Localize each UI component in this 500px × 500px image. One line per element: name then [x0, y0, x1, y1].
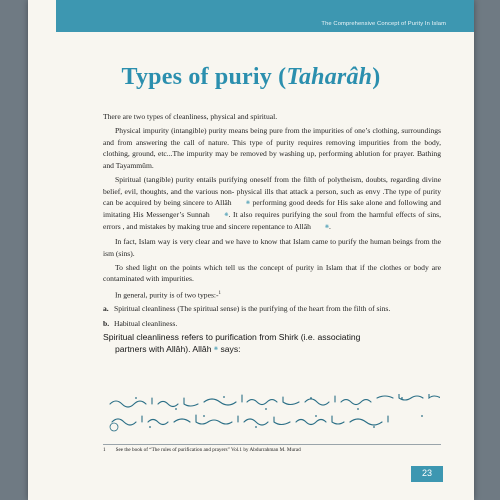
footnote-number: 1 [103, 447, 106, 453]
honorific-glyph-icon: ❋ [224, 212, 229, 218]
honorific-glyph-icon: ❋ [245, 200, 251, 206]
honorific-glyph-icon: ❋ [324, 224, 330, 230]
shirk-says: says: [220, 343, 241, 354]
paragraph-islam-way: In fact, Islam way is very clear and we have to know that Islam came to purify the human beings from the ism (sins). [103, 237, 441, 258]
paragraph-general-text: In general, purity is of two types:- [115, 290, 219, 300]
footnote-marker: 1 [218, 290, 222, 296]
paragraph-spiritual-part1: Spiritual (tangible) purity entails purifying oneself from the filth of polytheism, doubts, regarding divine belief, evil, thoughts, and the various non- physical ills that attack a person, such as envy .The type of purity can be acquired by being sincere to Allâh [103, 175, 441, 208]
paragraph-shed-light: To shed light on the points which tell us the concept of purity in Islam that if the clothes or body are contaminated with impurities. [103, 262, 441, 284]
paragraph-intro: There are two types of cleanliness, physical and spiritual. [103, 112, 278, 121]
shirk-line-2-text: partners with Allâh). Allâh [115, 343, 212, 354]
list-item-a [103, 303, 441, 315]
shirk-line-1: Spiritual cleanliness refers to purification from Shirk (i.e. associating [103, 331, 361, 342]
paragraph-spiritual-part3: . It also requires purifying the soul from the harmful effects of sins, errors , and mistakes by making true and sincere repentance to Allâh [103, 210, 441, 232]
title-main: Types of puriy ( [121, 64, 287, 90]
footnote-text: See the book of “The rules of purification and prayers” Vol.1 by Abdurrahman M. Murad [115, 447, 301, 453]
list-text: Spiritual cleanliness (The spiritual sense) is the purifying of the heart from the filth of sins. [114, 304, 391, 314]
list-marker: b. [103, 318, 110, 328]
page-number: 23 [421, 468, 432, 478]
paragraph-physical: Physical impurity (intangible) purity means being pure from the impurities of one’s clothing, surroundings and from answering the call of nature. This type of purity requires removing impurities from the body, clothing, ground, etc...The impurity may be removed by washing up, performing ablution for prayer. Bathing and Tayammûm. [103, 126, 441, 170]
body-text [103, 111, 441, 356]
page-title [28, 64, 474, 91]
list-text: Habitual cleanliness. [114, 318, 178, 328]
paragraph-general [103, 288, 441, 301]
quran-verse-image [106, 394, 440, 434]
list-item-b [103, 318, 441, 330]
paragraph-spiritual-part2: performing good deeds for His sake alone and following and imitating His Messenger’s Sunnah [103, 198, 441, 220]
arabic-calligraphy-icon [106, 394, 440, 434]
running-head: The Comprehensive Concept of Purity In Islam [321, 21, 446, 27]
list-marker: a. [103, 304, 109, 314]
shirk-paragraph [103, 332, 441, 356]
title-italic: Taharâh [286, 64, 373, 90]
paragraph-spiritual: Spiritual (tangible) purity entails purifying oneself from the filth of polytheism, doubts, regarding divine belief, evil, thoughts, and the various non- physical ills that attack a person, such as envy .The type of purity can be acquired by being sincere to Allâh ❋ performing good deeds for His sake alone and following and imitating His Messenger’s Sunnah ❋. It also requires purifying the soul from the harmful effects of sins, errors , and mistakes by making true and sincere repentance to Allâh ❋. [103, 174, 441, 233]
honorific-glyph-icon: ❋ [213, 345, 219, 352]
shirk-line-2 [103, 344, 441, 356]
header-bar [56, 0, 474, 32]
footnote-rule [103, 444, 441, 445]
footnote [103, 447, 441, 453]
book-page [28, 0, 474, 500]
title-close: ) [372, 64, 381, 90]
page-number-box [411, 466, 443, 482]
